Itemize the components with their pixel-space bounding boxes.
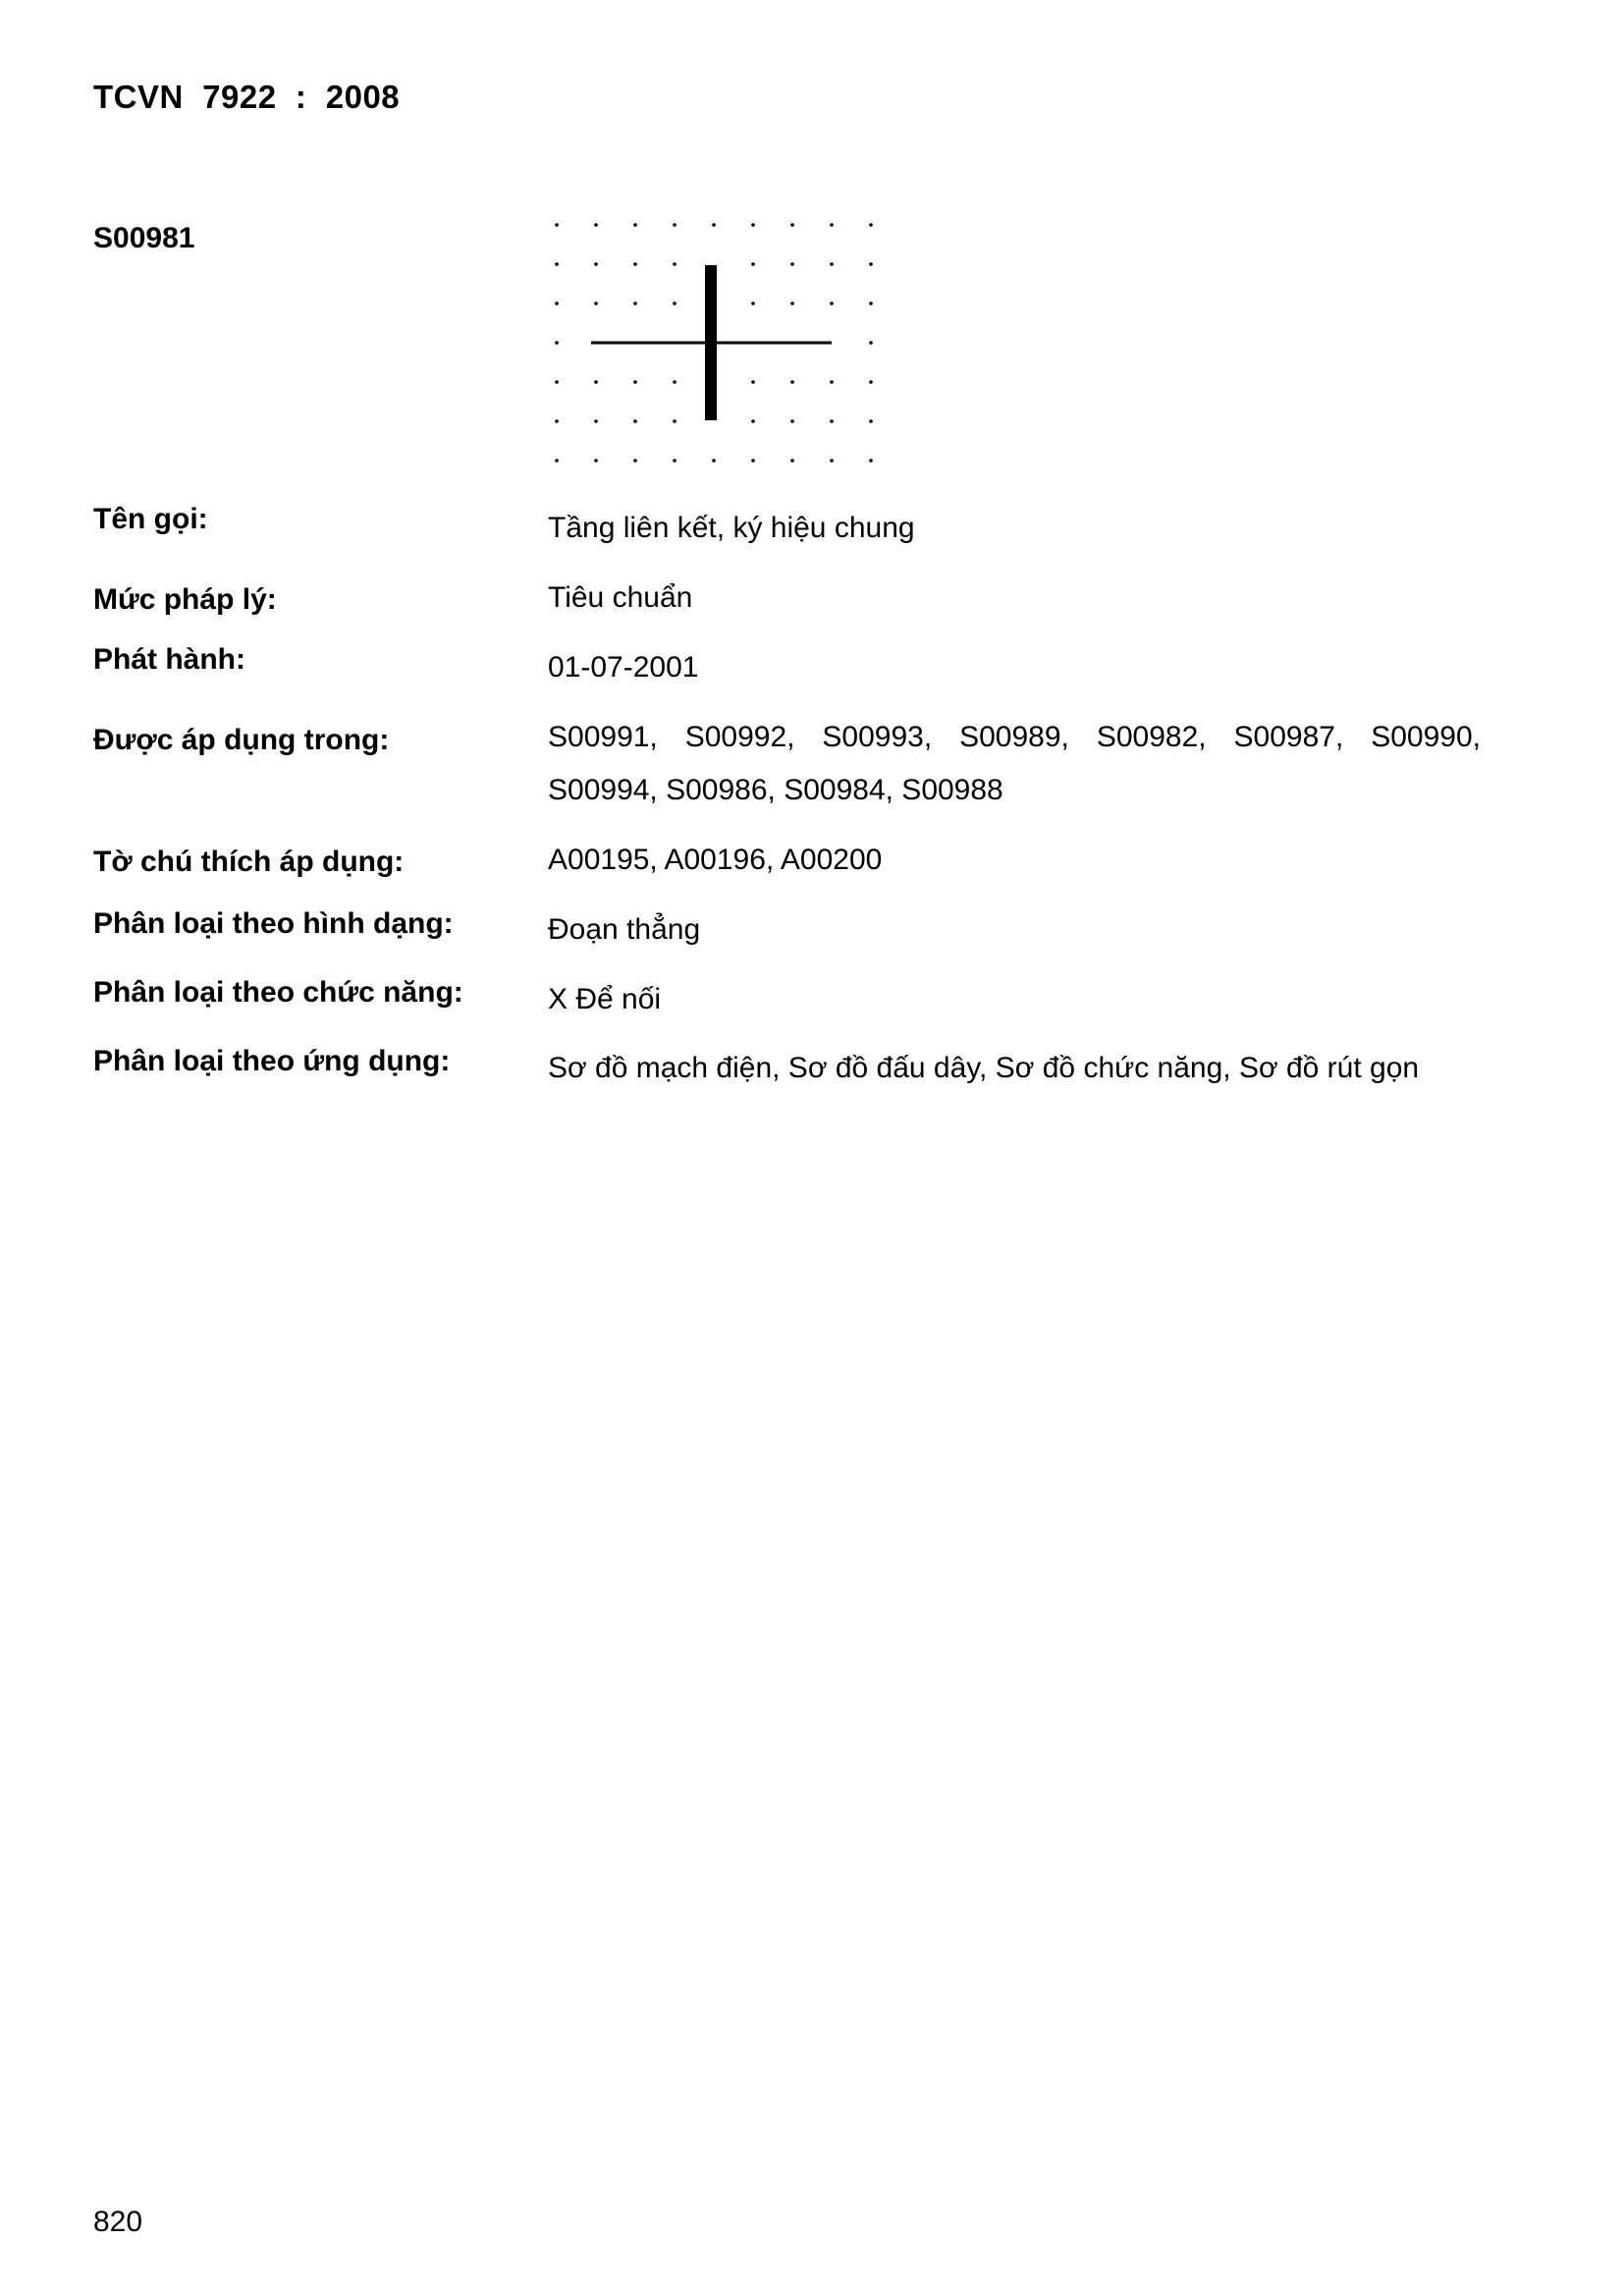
grid-dot (869, 419, 873, 423)
grid-dot (790, 262, 794, 266)
grid-dot (830, 380, 834, 384)
symbol-code: S00981 (93, 222, 195, 254)
grid-dot (594, 380, 598, 384)
grid-dot (751, 419, 755, 423)
legal-level-label: Mức pháp lý: (93, 583, 277, 616)
notes-sheet-label: Tờ chú thích áp dụng: (93, 846, 405, 878)
application-class-label: Phân loại theo ứng dụng: (93, 1045, 451, 1077)
grid-dot (830, 262, 834, 266)
grid-dot (830, 419, 834, 423)
grid-dot (751, 380, 755, 384)
grid-dot (633, 223, 637, 227)
grid-dot (555, 459, 559, 463)
grid-dot (790, 380, 794, 384)
grid-dot (830, 301, 834, 305)
applied-in-label: Được áp dụng trong: (93, 724, 390, 756)
notes-sheet-value: A00195, A00196, A00200 (548, 844, 883, 876)
grid-dot (633, 459, 637, 463)
shape-class-label: Phân loại theo hình dạng: (93, 907, 454, 940)
grid-dot (751, 459, 755, 463)
junction-cross-icon (542, 210, 895, 475)
grid-dot (673, 301, 677, 305)
grid-dot (555, 419, 559, 423)
grid-dot (869, 262, 873, 266)
grid-dot (594, 301, 598, 305)
grid-dot (830, 459, 834, 463)
legal-level-value: Tiêu chuẩn (548, 581, 693, 614)
grid-dot (673, 459, 677, 463)
grid-dot (555, 341, 559, 345)
grid-dot (633, 380, 637, 384)
function-class-label: Phân loại theo chức năng: (93, 976, 463, 1009)
grid-dot (751, 262, 755, 266)
grid-dot (869, 459, 873, 463)
grid-dot (555, 301, 559, 305)
grid-dot (633, 301, 637, 305)
grid-dot (869, 341, 873, 345)
grid-dot (673, 380, 677, 384)
grid-dot (869, 380, 873, 384)
grid-dot (594, 223, 598, 227)
grid-dot (790, 419, 794, 423)
shape-class-value: Đoạn thẳng (548, 913, 701, 946)
grid-dot (633, 419, 637, 423)
grid-dot (830, 223, 834, 227)
page-number: 820 (93, 2206, 143, 2238)
grid-dot (594, 419, 598, 423)
grid-dot (751, 223, 755, 227)
grid-dot (790, 301, 794, 305)
applied-in-value: S00991, S00992, S00993, S00989, S00982, S00987, S00990, S00994, S00986, S00984, S00988 (548, 721, 1481, 806)
issued-value: 01-07-2001 (548, 651, 699, 683)
application-class-value: Sơ đồ mạch điện, Sơ đồ đấu dây, Sơ đồ chức năng, Sơ đồ rút gọn (548, 1052, 1420, 1084)
grid-dot (673, 419, 677, 423)
grid-dot (869, 301, 873, 305)
grid-dot (555, 380, 559, 384)
name-label: Tên gọi: (93, 503, 208, 535)
grid-dot (790, 223, 794, 227)
issued-label: Phát hành: (93, 643, 245, 676)
grid-dot (712, 459, 716, 463)
grid-dot (751, 301, 755, 305)
function-class-value: X Để nối (548, 983, 662, 1015)
grid-dot (790, 459, 794, 463)
grid-dot (555, 262, 559, 266)
grid-dot (673, 223, 677, 227)
grid-dot (633, 262, 637, 266)
grid-dot (869, 223, 873, 227)
standard-header: TCVN 7922 : 2008 (93, 79, 401, 115)
grid-dot (673, 262, 677, 266)
grid-dot (594, 262, 598, 266)
grid-dot (555, 223, 559, 227)
grid-dot (594, 459, 598, 463)
name-value: Tầng liên kết, ký hiệu chung (548, 512, 915, 544)
grid-dot (712, 223, 716, 227)
vertical-connection-bar (705, 265, 717, 420)
